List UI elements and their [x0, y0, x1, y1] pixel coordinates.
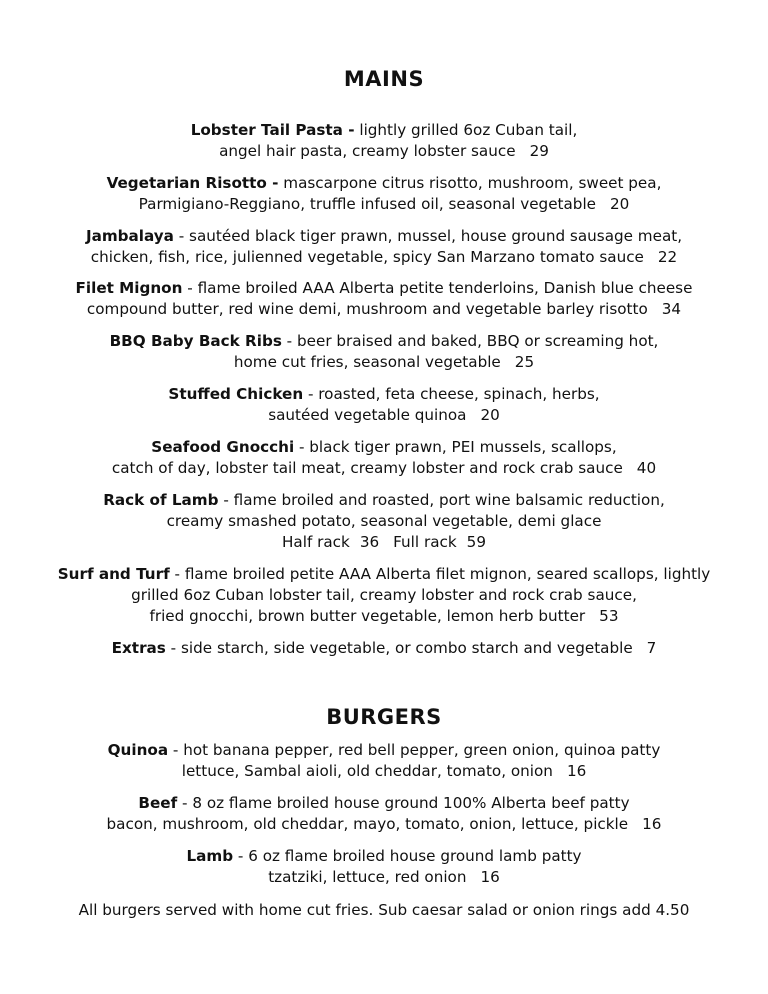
item-description: catch of day, lobster tail meat, creamy lobster and rock crab sauce — [111, 459, 623, 477]
item-description: tzatziki, lettuce, red onion — [268, 868, 467, 886]
menu-item-jambalaya — [20, 226, 748, 268]
item-description: fried gnocchi, brown butter vegetable, lemon herb butter — [149, 607, 586, 625]
item-description: - side starch, side vegetable, or combo starch and vegetable — [165, 639, 633, 657]
item-description: Parmigiano-Reggiano, truffle infused oil, seasonal vegetable — [138, 195, 597, 213]
full-rack-price: 59 — [466, 533, 486, 551]
item-name: Extras — [111, 639, 166, 657]
item-name: Rack of Lamb — [103, 491, 219, 509]
item-description: chicken, fish, rice, julienned vegetable, spicy San Marzano tomato sauce — [90, 248, 644, 266]
menu-item-lamb-burger — [20, 846, 748, 888]
half-rack-label: Half rack — [282, 533, 350, 551]
menu-item-bbq-baby-back-ribs — [20, 331, 748, 373]
item-name: Lamb — [186, 847, 234, 865]
item-name: Jambalaya — [85, 227, 174, 245]
item-price: 20 — [480, 406, 500, 424]
burgers-footnote: All burgers served with home cut fries. Sub caesar salad or onion rings add 4.50 — [78, 901, 690, 919]
menu-item-extras — [20, 638, 748, 659]
item-price: 22 — [657, 248, 678, 266]
item-name: Seafood Gnocchi — [151, 438, 295, 456]
half-rack-price: 36 — [359, 533, 380, 551]
full-rack-label: Full rack — [393, 533, 457, 551]
menu-item-rack-of-lamb — [20, 490, 748, 553]
item-price: 7 — [646, 639, 657, 657]
item-description: creamy smashed potato, seasonal vegetable, demi glace — [166, 512, 602, 530]
item-description: - black tiger prawn, PEI mussels, scallops, — [294, 438, 617, 456]
item-description: - beer braised and baked, BBQ or screaming hot, — [281, 332, 659, 350]
menu-item-filet-mignon — [20, 278, 748, 320]
item-description: angel hair pasta, creamy lobster sauce — [219, 142, 516, 160]
item-description: - roasted, feta cheese, spinach, herbs, — [303, 385, 600, 403]
item-description: - 8 oz flame broiled house ground 100% Alberta beef patty — [177, 794, 630, 812]
item-description: mascarpone citrus risotto, mushroom, sweet pea, — [278, 174, 662, 192]
menu-item-seafood-gnocchi — [20, 437, 748, 479]
item-name: Filet Mignon — [75, 279, 183, 297]
item-description: lettuce, Sambal aioli, old cheddar, tomato, onion — [181, 762, 553, 780]
item-price: 20 — [610, 195, 630, 213]
menu-item-stuffed-chicken — [20, 384, 748, 426]
item-name: BBQ Baby Back Ribs — [109, 332, 282, 350]
menu-item-surf-and-turf — [20, 564, 748, 627]
item-name: Beef — [138, 794, 178, 812]
item-description: home cut fries, seasonal vegetable — [233, 353, 501, 371]
menu-item-lobster-tail-pasta — [20, 120, 748, 162]
item-price: 40 — [636, 459, 657, 477]
item-description: - sautéed black tiger prawn, mussel, house ground sausage meat, — [173, 227, 683, 245]
item-price: 16 — [480, 868, 500, 886]
item-description: - flame broiled petite AAA Alberta filet mignon, seared scallops, lightly — [169, 565, 711, 583]
item-name: Stuffed Chicken — [168, 385, 304, 403]
item-description: compound butter, red wine demi, mushroom and vegetable barley risotto — [86, 300, 648, 318]
menu-item-beef-burger — [20, 793, 748, 835]
menu-item-quinoa-burger — [20, 740, 748, 782]
item-price: 25 — [514, 353, 535, 371]
item-price: 16 — [566, 762, 587, 780]
item-name: Quinoa — [107, 741, 169, 759]
item-price: 53 — [599, 607, 619, 625]
item-description: sautéed vegetable quinoa — [268, 406, 467, 424]
item-price: 34 — [661, 300, 682, 318]
item-description: bacon, mushroom, old cheddar, mayo, tomato, onion, lettuce, pickle — [106, 815, 629, 833]
item-name: Lobster Tail Pasta - — [190, 121, 355, 139]
mains-heading: MAINS — [343, 67, 425, 91]
item-name: Surf and Turf — [57, 565, 170, 583]
item-description: - 6 oz flame broiled house ground lamb patty — [233, 847, 582, 865]
menu-item-vegetarian-risotto — [20, 173, 748, 215]
item-description: grilled 6oz Cuban lobster tail, creamy lobster and rock crab sauce, — [131, 586, 637, 604]
item-price: 16 — [642, 815, 662, 833]
item-description: lightly grilled 6oz Cuban tail, — [354, 121, 578, 139]
item-description: - flame broiled AAA Alberta petite tenderloins, Danish blue cheese — [182, 279, 693, 297]
burgers-heading: BURGERS — [326, 705, 442, 729]
item-description: - hot banana pepper, red bell pepper, green onion, quinoa patty — [168, 741, 661, 759]
item-price: 29 — [529, 142, 549, 160]
item-description: - flame broiled and roasted, port wine balsamic reduction, — [218, 491, 665, 509]
item-name: Vegetarian Risotto - — [106, 174, 279, 192]
